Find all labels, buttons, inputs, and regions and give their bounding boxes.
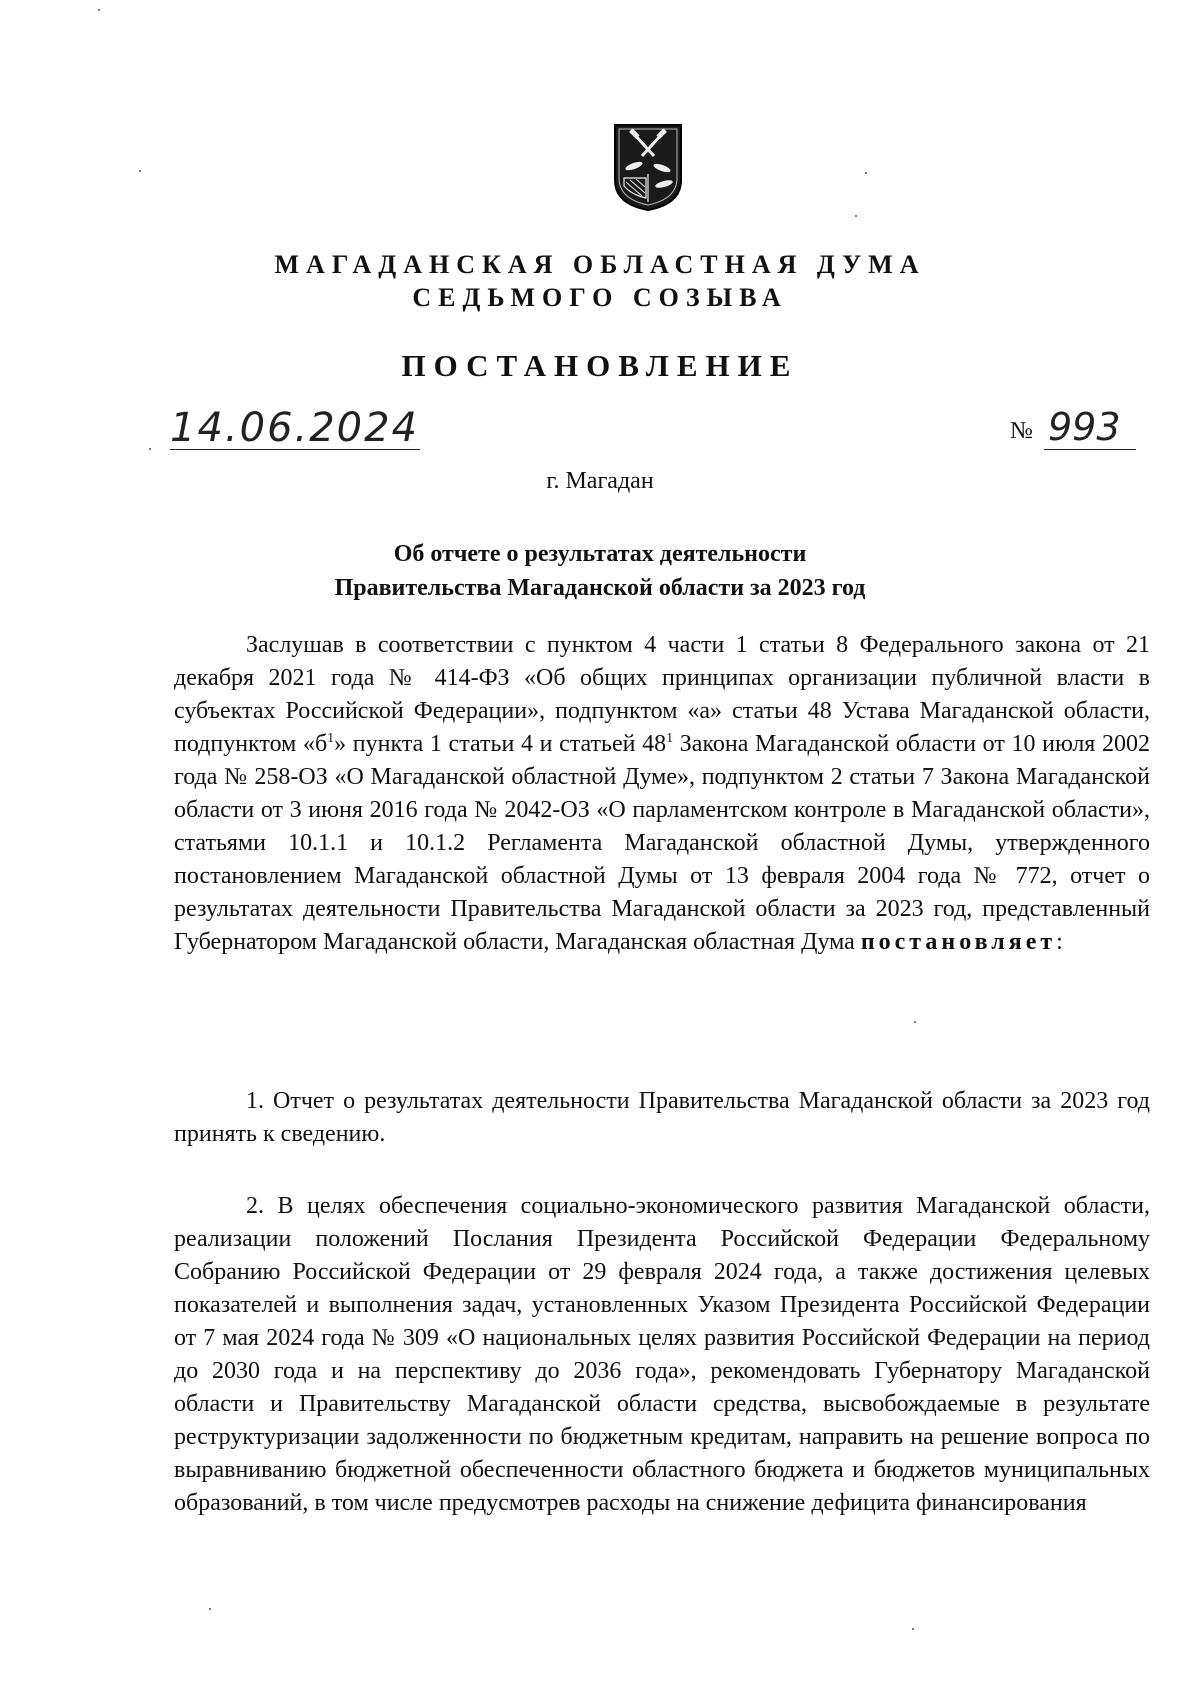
number-sign: № (1010, 418, 1033, 444)
scan-speck (912, 1628, 914, 1630)
preamble-end: : (1056, 929, 1063, 955)
number-underline (1044, 449, 1136, 450)
document-title (0, 537, 1200, 605)
date-underline (170, 449, 420, 450)
clause-1-text: 1. Отчет о результатах деятельности Правительства Магаданской области за 2023 год принять к сведению. (174, 1088, 1150, 1147)
handwritten-date: 14.06.2024 (170, 405, 420, 451)
preamble-text (174, 629, 1150, 959)
coat-of-arms-icon (612, 122, 684, 212)
superscript-2: 1 (666, 731, 674, 746)
superscript-1: 1 (327, 731, 335, 746)
preamble-part-a: Заслушав в соответствии с пунктом 4 части 1 статьи 8 Федерального закона от 21 декабря 2021 года № 414-ФЗ «Об общих принципах организации публичной власти в субъектах Российской Федерации», подпунктом «а» статьи 48 Устава Магаданской области, подпунктом «б (174, 632, 1150, 757)
handwritten-number: 993 (1048, 405, 1121, 449)
clause-1 (174, 1085, 1150, 1151)
preamble-part-c: Закона Магаданской области от 10 июля 2002 года № 258-ОЗ «О Магаданской областной Думе», подпунктом 2 статьи 7 Закона Магаданской области от 3 июня 2016 года № 2042-ОЗ «О парламентском контроле в Магаданской области», статьями 10.1.1 и 10.1.2 Регламента Магаданской областной Думы, утвержденного постановлением Магаданской областной Думы от 13 февраля 2004 года № 772, отчет о результатах деятельности Правительства Магаданской области за 2023 год, представленный Губернатором Магаданской области, Магаданская областная Дума (174, 731, 1150, 955)
city: г. Магадан (546, 468, 654, 494)
scan-speck (98, 9, 100, 11)
scan-speck (914, 1021, 916, 1023)
scan-speck (209, 1608, 211, 1610)
preamble-part-b: » пункта 1 статьи 4 и статьей 48 (334, 731, 667, 757)
title-line-1: Об отчете о результатах деятельности (393, 541, 807, 567)
scan-speck (865, 172, 867, 174)
preamble-paragraph (174, 629, 1150, 959)
clause-2-text: 2. В целях обеспечения социально-экономического развития Магаданской области, реализации положений Послания Президента Российской Федерации Федеральному Собранию Российской Федерации от 29 февраля 2024 года, а также достижения целевых показателей и выполнения задач, установленных Указом Президента Российской Федерации от 7 мая 2024 года № 309 «О национальных целях развития Российской Федерации на период до 2030 года и на перспективу до 2036 года», рекомендовать Губернатору Магаданской области и Правительству Магаданской области средства, высвобождаемые в результате реструктуризации задолженности по бюджетным кредитам, направить на решение вопроса по выравниванию бюджетной обеспеченности областного бюджета и бюджетов муниципальных образований, в том числе предусмотрев расходы на снижение дефицита финансирования (174, 1193, 1150, 1516)
organization-name: МАГАДАНСКАЯ ОБЛАСТНАЯ ДУМА (274, 250, 926, 279)
convocation: СЕДЬМОГО СОЗЫВА (412, 283, 788, 312)
scan-speck (855, 215, 857, 217)
scan-speck (149, 448, 151, 450)
document-type: ПОСТАНОВЛЕНИЕ (401, 348, 799, 383)
scan-speck (139, 170, 141, 172)
resolves-keyword: постановляет (860, 929, 1057, 955)
clause-2 (174, 1190, 1150, 1520)
title-line-2: Правительства Магаданской области за 2023 год (334, 575, 866, 601)
